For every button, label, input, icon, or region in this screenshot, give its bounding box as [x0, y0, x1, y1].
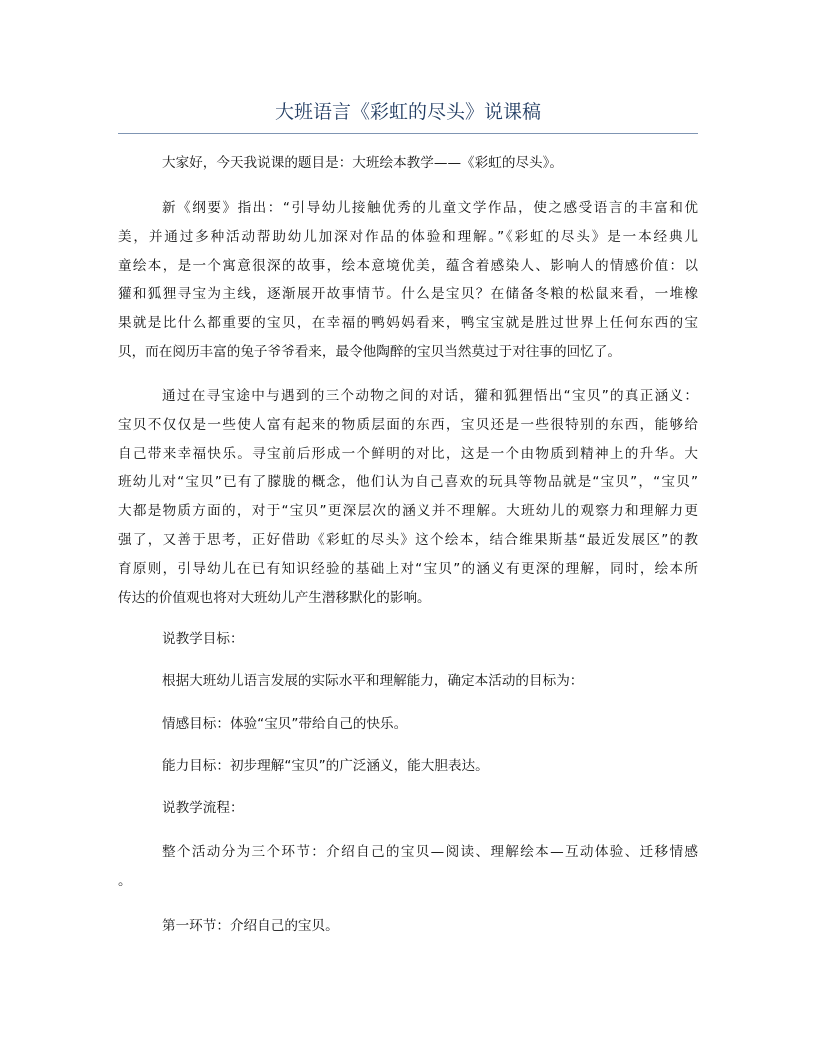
text-line: 强了，又善于思考，正好借助《彩虹的尽头》这个绘本，结合维果斯基“最近发展区”的教: [118, 531, 698, 548]
paragraph: [118, 382, 698, 612]
text-line: 根据大班幼儿语言发展的实际水平和理解能力，确定本活动的目标为：: [162, 673, 584, 689]
text-line: 宝贝不仅仅是一些使人富有起来的物质层面的东西，宝贝还是一些很特别的东西，能够给: [118, 416, 698, 433]
text-line: 育原则，引导幼儿在已有知识经验的基础上对“宝贝”的涵义有更深的理解，同时，绘本所: [118, 560, 698, 577]
paragraph: [118, 710, 698, 739]
text-line: 传达的价值观也将对大班幼儿产生潜移默化的影响。: [118, 589, 431, 606]
text-line: 整个活动分为三个环节：介绍自己的宝贝—阅读、理解绘本—互动体验、迁移情感: [162, 844, 698, 860]
paragraph: [118, 149, 698, 178]
text-line: 说教学目标：: [162, 631, 244, 647]
text-line: 大家好，今天我说课的题目是：大班绘本教学——《彩虹的尽头》。: [162, 155, 564, 171]
text-line: 通过在寻宝途中与遇到的三个动物之间的对话，獾和狐狸悟出“宝贝”的真正涵义：: [162, 388, 698, 404]
text-line: 美，并通过多种活动帮助幼儿加深对作品的体验和理解。”《彩虹的尽头》是一本经典儿: [118, 228, 698, 245]
text-line: 情感目标：体验“宝贝”带给自己的快乐。: [162, 716, 408, 732]
text-line: 贝，而在阅历丰富的兔子爷爷看来，最令他陶醉的宝贝当然莫过于对往事的回忆了。: [118, 343, 621, 360]
text-line: 能力目标：初步理解“宝贝”的广泛涵义，能大胆表达。: [162, 758, 489, 774]
text-line: 新《纲要》指出：“引导幼儿接触优秀的儿童文学作品，使之感受语言的丰富和优: [162, 200, 698, 216]
text-line: 果就是比什么都重要的宝贝，在幸福的鸭妈妈看来，鸭宝宝就是胜过世界上任何东西的宝: [118, 315, 698, 332]
text-line: 班幼儿对“宝贝”已有了朦胧的概念，他们认为自己喜欢的玩具等物品就是“宝贝”，“宝贝”: [118, 474, 698, 491]
paragraph: [118, 667, 698, 696]
paragraph: [118, 794, 698, 823]
paragraph: [118, 838, 698, 896]
title-divider: [118, 133, 698, 134]
text-line: 大都是物质方面的，对于“宝贝”更深层次的涵义并不理解。大班幼儿的观察力和理解力更: [118, 503, 698, 520]
paragraph: [118, 625, 698, 654]
paragraph: [118, 194, 698, 367]
text-line: 第一环节：介绍自己的宝贝。: [162, 918, 339, 934]
text-line: 自己带来幸福快乐。寻宝前后形成一个鲜明的对比，这是一个由物质到精神上的升华。大: [118, 445, 698, 462]
document-title: 大班语言《彩虹的尽头》说课稿: [274, 101, 541, 123]
paragraph: [118, 912, 698, 941]
text-line: 。: [118, 872, 132, 889]
text-line: 说教学流程：: [162, 800, 244, 816]
text-line: 童绘本，是一个寓意很深的故事，绘本意境优美，蕴含着感染人、影响人的情感价值：以: [118, 257, 698, 274]
paragraph: [118, 752, 698, 781]
text-line: 獾和狐狸寻宝为主线，逐渐展开故事情节。什么是宝贝？在储备冬粮的松鼠来看，一堆橡: [118, 286, 698, 303]
